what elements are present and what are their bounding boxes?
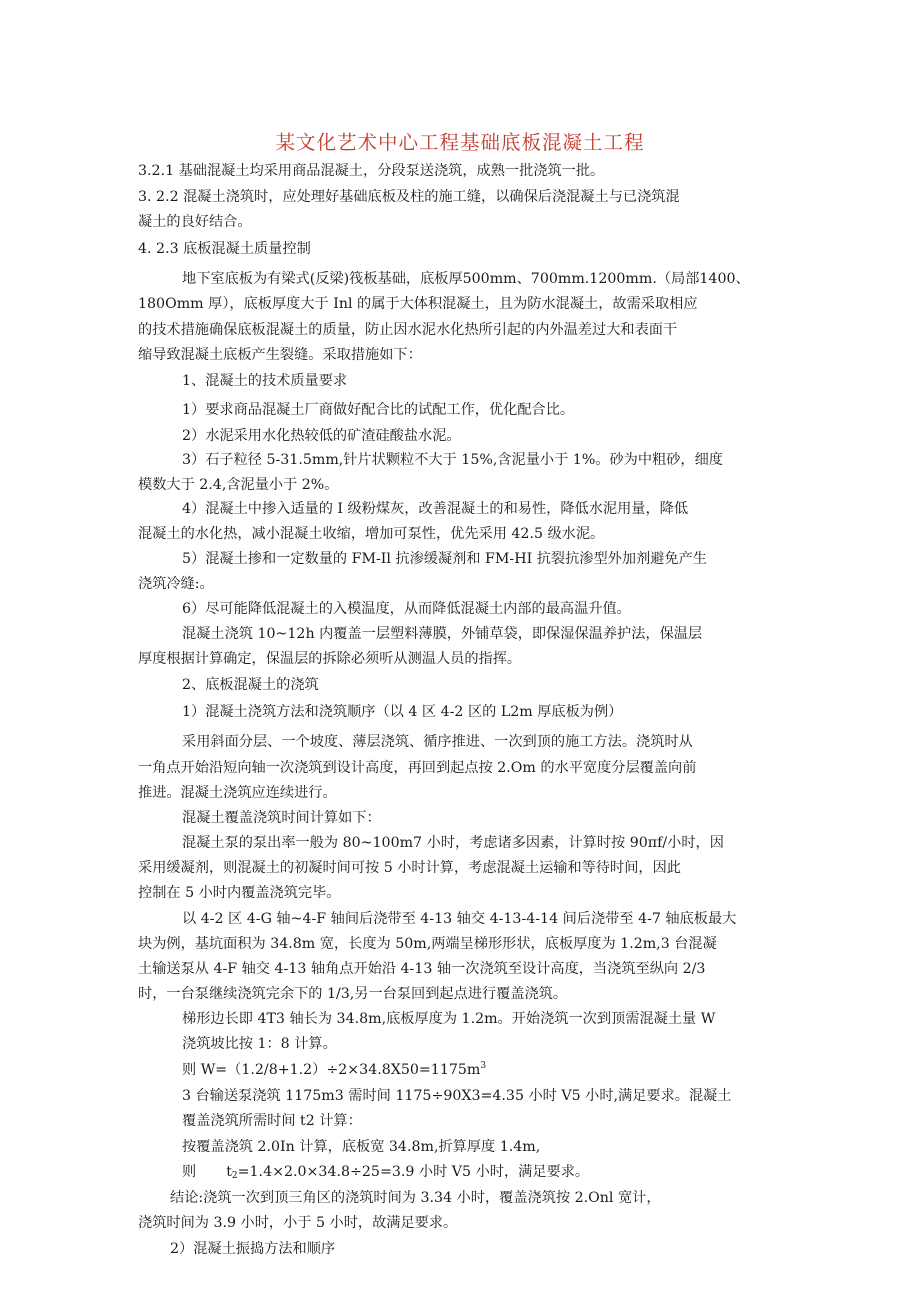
- para-line: 混凝土浇筑 10~12h 内覆盖一层塑料薄膜，外铺草袋，即保湿保温养护法，保温层: [182, 626, 703, 642]
- para-line: 采用斜面分层、一个坡度、薄层浇筑、循序推进、一次到顶的施工方法。浇筑时从: [182, 734, 693, 750]
- para-line: 3. 2.2 混凝土浇筑时，应处理好基础底板及柱的施工缝，以确保后浇混凝土与已浇筑混: [138, 189, 680, 205]
- para-line: 厚度根据计算确定，保温层的拆除必须听从测温人员的指挥。: [138, 651, 522, 667]
- formula-t-symbol: t: [226, 1164, 232, 1180]
- para-line: 控制在 5 小时内覆盖浇筑完毕。: [138, 885, 341, 901]
- para-line: 结论:浇筑一次到顶三角区的浇筑时间为 3.34 小时，覆盖浇筑按 2.Onl 宽计，: [170, 1190, 661, 1206]
- formula-t-prefix: 则: [182, 1164, 197, 1180]
- para-line: 3.2.1 基础混凝土均采用商品混凝土，分段泵送浇筑，成熟一批浇筑一批。: [138, 163, 605, 179]
- para-line: 块为例，基坑面积为 34.8m 宽，长度为 50m,两端呈梯形形状，底板厚度为 1.2m,3 台混凝: [138, 936, 717, 952]
- para-line: 梯形边长即 4T3 轴长为 34.8m,底板厚度为 1.2m。开始浇筑一次到顶需混凝土量 W: [182, 1011, 716, 1027]
- para-line: 模数大于 2.4,含泥量小于 2%。: [138, 477, 339, 493]
- para-line: 3）石子粒径 5-31.5mm,针片状颗粒不大于 15%,含泥量小于 1%。砂为中粗砂，细度: [182, 452, 723, 468]
- para-line: 混凝土泵的泵出率一般为 80~100m7 小时，考虑诸多因素，计算时按 90πf/小时，因: [182, 835, 724, 851]
- para-line: 2、底板混凝土的浇筑: [182, 677, 319, 693]
- para-line: 采用缓凝剂，则混凝土的初凝时间可按 5 小时计算，考虑混凝土运输和等待时间，因此: [138, 860, 681, 876]
- para-line: 2）混凝土振捣方法和顺序: [170, 1241, 336, 1257]
- para-line: 混凝土的水化热，减小混凝土收缩，增加可泵性，优先采用 42.5 级水泥。: [138, 526, 605, 542]
- para-line: 2）水泥采用水化热较低的矿渣硅酸盐水泥。: [182, 428, 461, 444]
- para-line: 浇筑坡比按 1：8 计算。: [182, 1036, 337, 1052]
- para-line: 以 4-2 区 4-G 轴~4-F 轴间后浇带至 4-13 轴交 4-13-4-14 间后浇带至 4-7 轴底板最大: [182, 911, 737, 927]
- para-line: 1）要求商品混凝土厂商做好配合比的试配工作，优化配合比。: [182, 402, 575, 418]
- para-line: 地下室底板为有梁式(反梁)筏板基础，底板厚500mm、700mm.1200mm.（局部1400、: [182, 271, 750, 287]
- para-line: 1）混凝土浇筑方法和浇筑顺序（以 4 区 4-2 区的 L2m 厚底板为例）: [182, 704, 623, 720]
- para-line: 一角点开始沿短向轴一次浇筑到设计高度，再回到起点按 2.Om 的水平宽度分层覆盖向前: [138, 760, 697, 776]
- para-line: 浇筑冷缝:。: [138, 576, 214, 592]
- formula-w-exponent: 3: [480, 1061, 487, 1071]
- para-line: 180Omm 厚），底板厚度大于 Inl 的属于大体积混凝土，且为防水混凝土，故需采取相应: [138, 296, 698, 312]
- para-line: 覆盖浇筑所需时间 t2 计算：: [182, 1113, 362, 1129]
- para-line: 土输送泵从 4-F 轴交 4-13 轴角点开始沿 4-13 轴一次浇筑至设计高度，当浇筑至纵向 2/3: [138, 961, 706, 977]
- para-line: 时，一台泵继续浇筑完余下的 1/3,另一台泵回到起点进行覆盖浇筑。: [138, 986, 568, 1002]
- para-line: 1、混凝土的技术质量要求: [182, 373, 348, 389]
- formula-w-text: 则 W=（1.2/8+1.2）÷2×34.8X50=1175m: [182, 1062, 481, 1078]
- para-line: 4. 2.3 底板混凝土质量控制: [138, 241, 311, 257]
- para-line: 凝土的良好结合。: [138, 214, 252, 230]
- para-line: 6）尽可能降低混凝土的入模温度，从而降低混凝土内部的最高温升值。: [182, 601, 631, 617]
- para-line: 的技术措施确保底板混凝土的质量，防止因水泥水化热所引起的内外温差过大和表面干: [138, 322, 678, 338]
- formula-w: [182, 1061, 486, 1079]
- formula-t: [182, 1163, 589, 1181]
- formula-t-text: =1.4×2.0×34.8÷25=3.9 小时 V5 小时，满足要求。: [237, 1164, 590, 1180]
- para-line: 缩导致混凝土底板产生裂缝。采取措施如下：: [138, 347, 422, 363]
- para-line: 混凝土覆盖浇筑时间计算如下：: [182, 810, 381, 826]
- para-line: 浇筑时间为 3.9 小时，小于 5 小时，故满足要求。: [138, 1215, 458, 1231]
- para-line: 推进。混凝土浇筑应连续进行。: [138, 785, 337, 801]
- para-line: 按覆盖浇筑 2.0In 计算，底板宽 34.8m,折算厚度 1.4m,: [182, 1139, 541, 1155]
- formula-t-subscript: 2: [231, 1171, 238, 1181]
- para-line: 4）混凝土中掺入适量的 I 级粉煤灰，改善混凝土的和易性，降低水泥用量，降低: [182, 501, 689, 517]
- para-line: 5）混凝土掺和一定数量的 FM-Il 抗渗缓凝剂和 FM-HI 抗裂抗渗型外加剂避免产生: [182, 551, 707, 567]
- document-title: 某文化艺术中心工程基础底板混凝土工程: [275, 131, 645, 154]
- para-line: 3 台输送泵浇筑 1175m3 需时间 1175÷90X3=4.35 小时 V5 小时,满足要求。混凝土: [182, 1088, 732, 1104]
